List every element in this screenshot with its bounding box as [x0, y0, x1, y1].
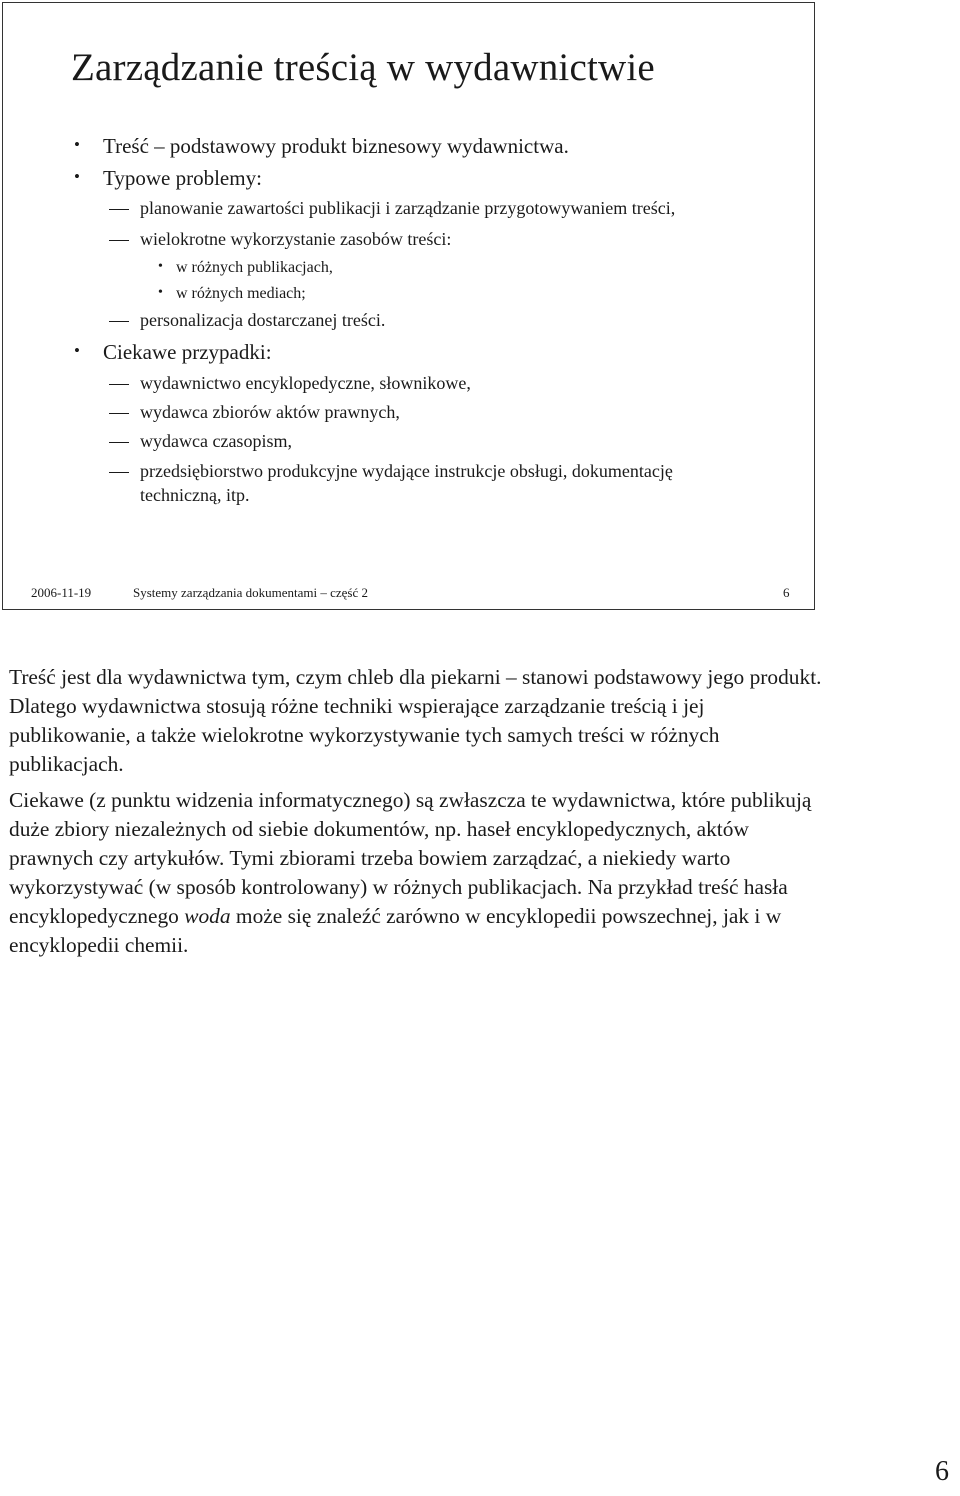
- footer-course: Systemy zarządzania dokumentami – część 2: [133, 585, 368, 600]
- notes-paragraph: Treść jest dla wydawnictwa tym, czym chleb dla piekarni – stanowi podstawowy jego produkt. Dlatego wydawnictwa stosują różne techniki wspierające zarządzanie treścią i jej publikowanie, a także wielokrotne wykorzystywanie tych samych treści w różnych publikacjach.: [9, 665, 822, 776]
- subsubitem-mediach: • w różnych mediach;: [176, 285, 306, 303]
- subitem-planowanie: planowanie zawartości publikacji i zarządzanie przygotowywaniem treści,: [140, 198, 676, 218]
- bullet-typowe-problemy: • Typowe problemy:: [103, 166, 262, 191]
- bullet-tresc: • Treść – podstawowy produkt biznesowy wydawnictwa.: [103, 134, 569, 159]
- subitem-czasopisma: wydawca czasopism,: [140, 431, 292, 451]
- notes-paragraph: [9, 786, 824, 960]
- bullet-ciekawe-przypadki: • Ciekawe przypadki:: [103, 340, 272, 365]
- notes-text: może się znaleźć zarówno w encyklopedii powszechnej, jak i w encyklopedii chemii.: [9, 904, 782, 957]
- subitem-personalizacja: personalizacja dostarczanej treści.: [140, 310, 386, 330]
- subitem-akty-prawne: wydawca zbiorów aktów prawnych,: [140, 402, 400, 422]
- subitem-przedsiebiorstwo: przedsiębiorstwo produkcyjne wydające instrukcje obsługi, dokumentację: [140, 461, 673, 481]
- page-number: 6: [935, 1456, 949, 1487]
- notes-text: Ciekawe (z punktu widzenia informatycznego) są zwłaszcza te wydawnictwa, które publikują duże zbiory niezależnych od siebie dokumentów, np. haseł encyklopedycznych, aktów prawnych czy artykułów. Tymi zbiorami trzeba bowiem zarządzać, a niekiedy warto wykorzystywać (w sposób kontrolowany) w różnych publikacjach. Na przykład treść hasła encyklopedycznego: [9, 788, 812, 928]
- footer-slide-number: 6: [783, 585, 790, 600]
- subsubitem-publikacjach: • w różnych publikacjach,: [176, 259, 333, 277]
- footer-date: 2006-11-19: [31, 585, 92, 600]
- subitem-przedsiebiorstwo-continuation: techniczną, itp.: [140, 485, 250, 505]
- subitem-encyklopedyczne: wydawnictwo encyklopedyczne, słownikowe,: [140, 373, 471, 393]
- speaker-notes: [9, 663, 824, 967]
- slide: [2, 2, 815, 610]
- slide-title: Zarządzanie treścią w wydawnictwie: [71, 46, 655, 89]
- notes-emphasis: woda: [184, 904, 231, 928]
- subitem-wielokrotne: wielokrotne wykorzystanie zasobów treści:: [140, 229, 452, 249]
